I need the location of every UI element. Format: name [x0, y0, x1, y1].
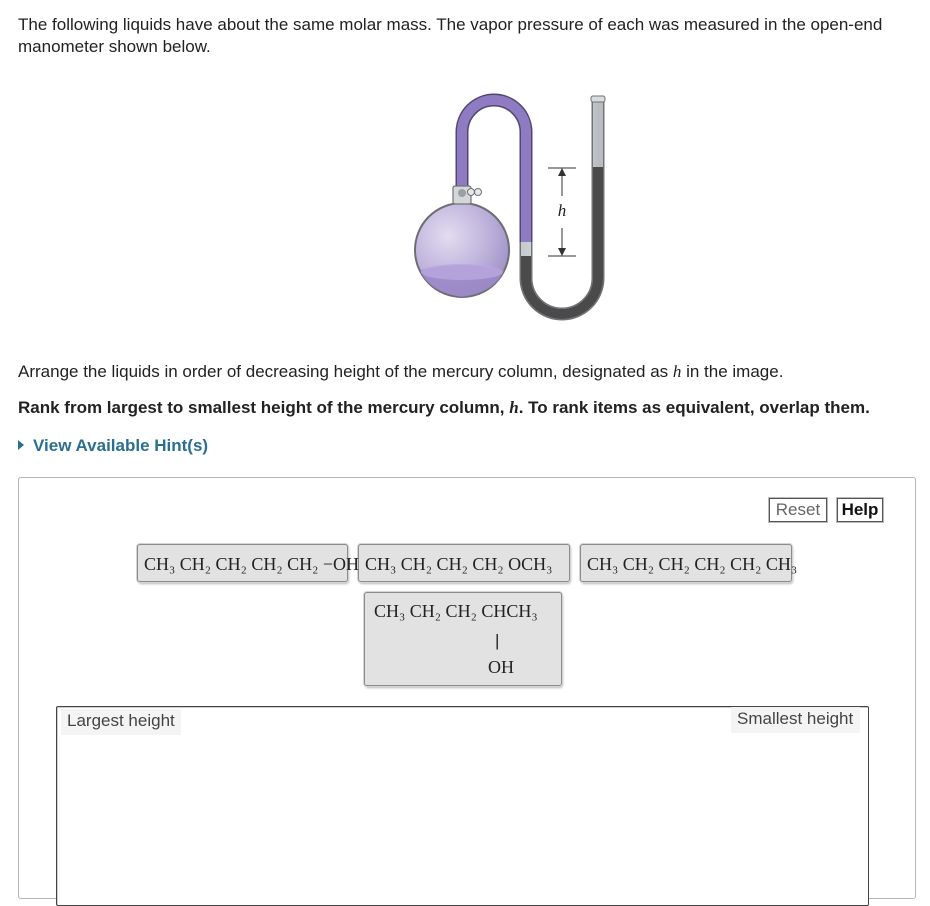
largest-height-label: Largest height — [61, 709, 181, 735]
alkane-formula: CH₃ CH₂ CH₂ CH₂ CH₂ CH₃ — [587, 554, 798, 574]
rank-item-1-pentanol[interactable] — [137, 544, 360, 582]
view-hints-link[interactable] — [18, 435, 208, 457]
expand-triangle-icon — [18, 440, 24, 450]
instruction-variable: h — [672, 362, 682, 381]
secondary-alcohol-chain: CH₃ CH₂ CH₂ CHCH₃ — [374, 601, 538, 621]
reset-button[interactable]: Reset — [769, 498, 827, 522]
intro-line-2: manometer shown below. — [18, 37, 211, 56]
rank-item-ether[interactable] — [358, 544, 570, 582]
smallest-height-label: Smallest height — [731, 707, 860, 733]
rank-prompt-after: . To rank items as equivalent, overlap them. — [518, 398, 870, 417]
ranking-drop-zone[interactable] — [56, 706, 869, 906]
intro-text — [18, 14, 930, 58]
rank-item-hexane[interactable] — [580, 544, 798, 582]
ether-formula: CH₃ CH₂ CH₂ CH₂ OCH₃ — [365, 554, 553, 574]
intro-line-1: The following liquids have about the same molar mass. The vapor pressure of each was measured in the open-end — [18, 15, 883, 34]
rank-prompt-variable: h — [509, 398, 519, 417]
rank-prompt-before: Rank from largest to smallest height of the mercury column, — [18, 398, 510, 417]
instruction-after: in the image. — [681, 362, 784, 381]
view-hints-label: View Available Hint(s) — [33, 436, 209, 455]
secondary-alcohol-group: OH — [488, 657, 514, 677]
manometer-figure — [410, 92, 610, 322]
rank-item-2-pentanol[interactable] — [364, 592, 562, 686]
rank-prompt — [18, 397, 870, 419]
help-button[interactable]: Help — [837, 498, 883, 522]
instruction-text — [18, 361, 783, 383]
h-label: h — [557, 201, 567, 220]
alcohol-formula: CH₃ CH₂ CH₂ CH₂ CH₂ −OH — [144, 554, 360, 574]
secondary-alcohol-bond: | — [495, 631, 500, 650]
instruction-before: Arrange the liquids in order of decreasing height of the mercury column, designated as — [18, 362, 673, 381]
